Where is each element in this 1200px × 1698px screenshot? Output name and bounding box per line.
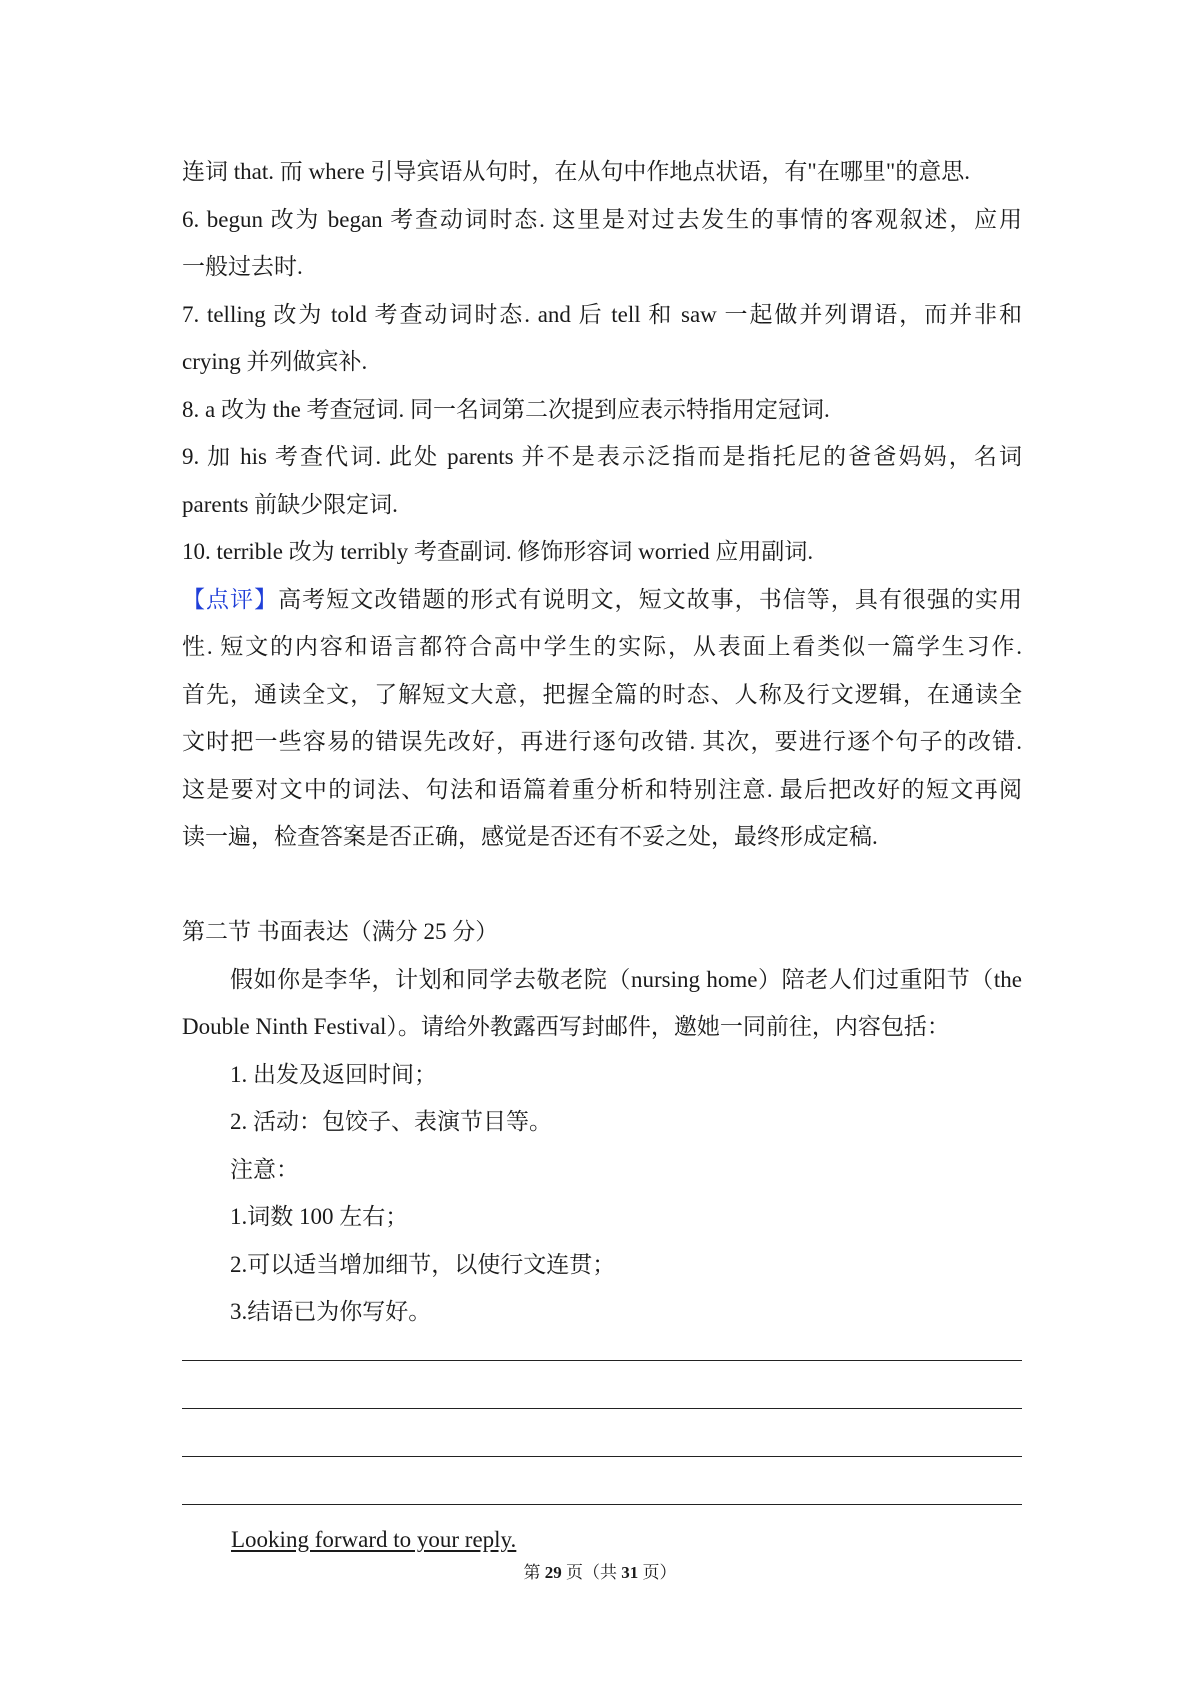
explanation-item-10: 10. terrible 改为 terribly 考查副词. 修饰形容词 worried 应用副词. <box>182 539 814 564</box>
comment-line-2: 性. 短文的内容和语言都符合高中学生的实际，从表面上看类似一篇学生习作. <box>182 634 1022 659</box>
page-content <box>182 148 1022 1336</box>
comment-tag: 【点评】 <box>182 586 279 612</box>
page-footer <box>0 1562 1200 1584</box>
explanation-item-6: 6. begun 改为 began 考查动词时态. 这里是对过去发生的事情的客观叙述，应用 <box>182 206 1022 232</box>
footer-middle: 页（共 <box>561 1563 622 1582</box>
comment-line-4: 文时把一些容易的错误先改好，再进行逐句改错. 其次，要进行逐个句子的改错. <box>182 729 1022 754</box>
note-2: 2.可以适当增加细节，以使行文连贯； <box>230 1251 616 1277</box>
comment-line-5: 这是要对文中的词法、句法和语篇着重分析和特别注意. 最后把改好的短文再阅 <box>182 776 1022 802</box>
explanation-continuation: 连词 that. 而 where 引导宾语从句时，在从句中作地点状语，有"在哪里"的意思. <box>182 159 970 184</box>
letter-closing: Looking forward to your reply. <box>231 1527 517 1552</box>
footer-prefix: 第 <box>523 1563 545 1582</box>
section-heading: 第二节 书面表达（满分 25 分） <box>182 919 499 944</box>
comment-text-1: 高考短文改错题的形式有说明文，短文故事，书信等，具有很强的实用 <box>278 586 1022 612</box>
requirement-1: 1. 出发及返回时间； <box>230 1061 437 1087</box>
footer-current-page: 29 <box>544 1563 562 1582</box>
explanation-item-8: 8. a 改为 the 考查冠词. 同一名词第二次提到应表示特指用定冠词. <box>182 396 830 422</box>
explanation-item-7: 7. telling 改为 told 考查动词时态. and 后 tell 和 saw 一起做并列谓语，而并非和 <box>182 301 1022 327</box>
answer-line-4 <box>182 1504 1022 1505</box>
comment-line-1 <box>182 576 1022 624</box>
footer-suffix: 页） <box>638 1563 677 1582</box>
explanation-item-9: 9. 加 his 考查代词. 此处 parents 并不是表示泛指而是指托尼的爸爸妈妈，名词 <box>182 444 1022 469</box>
explanation-item-6-cont: 一般过去时. <box>182 254 303 279</box>
note-1: 1.词数 100 左右； <box>230 1204 409 1229</box>
answer-line-3 <box>182 1456 1022 1457</box>
requirement-2: 2. 活动：包饺子、表演节目等。 <box>230 1109 552 1134</box>
prompt-line-1: 假如你是李华，计划和同学去敬老院（nursing home）陪老人们过重阳节（the <box>230 966 1022 992</box>
explanation-item-7-cont: crying 并列做宾补. <box>182 349 368 374</box>
note-label: 注意： <box>230 1156 299 1182</box>
section-spacer <box>182 861 1022 909</box>
explanation-item-9-cont: parents 前缺少限定词. <box>182 491 398 517</box>
answer-line-2 <box>182 1408 1022 1409</box>
prompt-line-2: Double Ninth Festival）。请给外教露西写封邮件，邀她一同前往，内容包括： <box>182 1014 950 1039</box>
note-3: 3.结语已为你写好。 <box>230 1299 432 1324</box>
footer-total-pages: 31 <box>621 1563 639 1582</box>
comment-line-3: 首先，通读全文，了解短文大意，把握全篇的时态、人称及行文逻辑，在通读全 <box>182 681 1022 707</box>
answer-line-1 <box>182 1360 1022 1361</box>
comment-line-6: 读一遍，检查答案是否正确，感觉是否还有不妥之处，最终形成定稿. <box>182 824 878 849</box>
